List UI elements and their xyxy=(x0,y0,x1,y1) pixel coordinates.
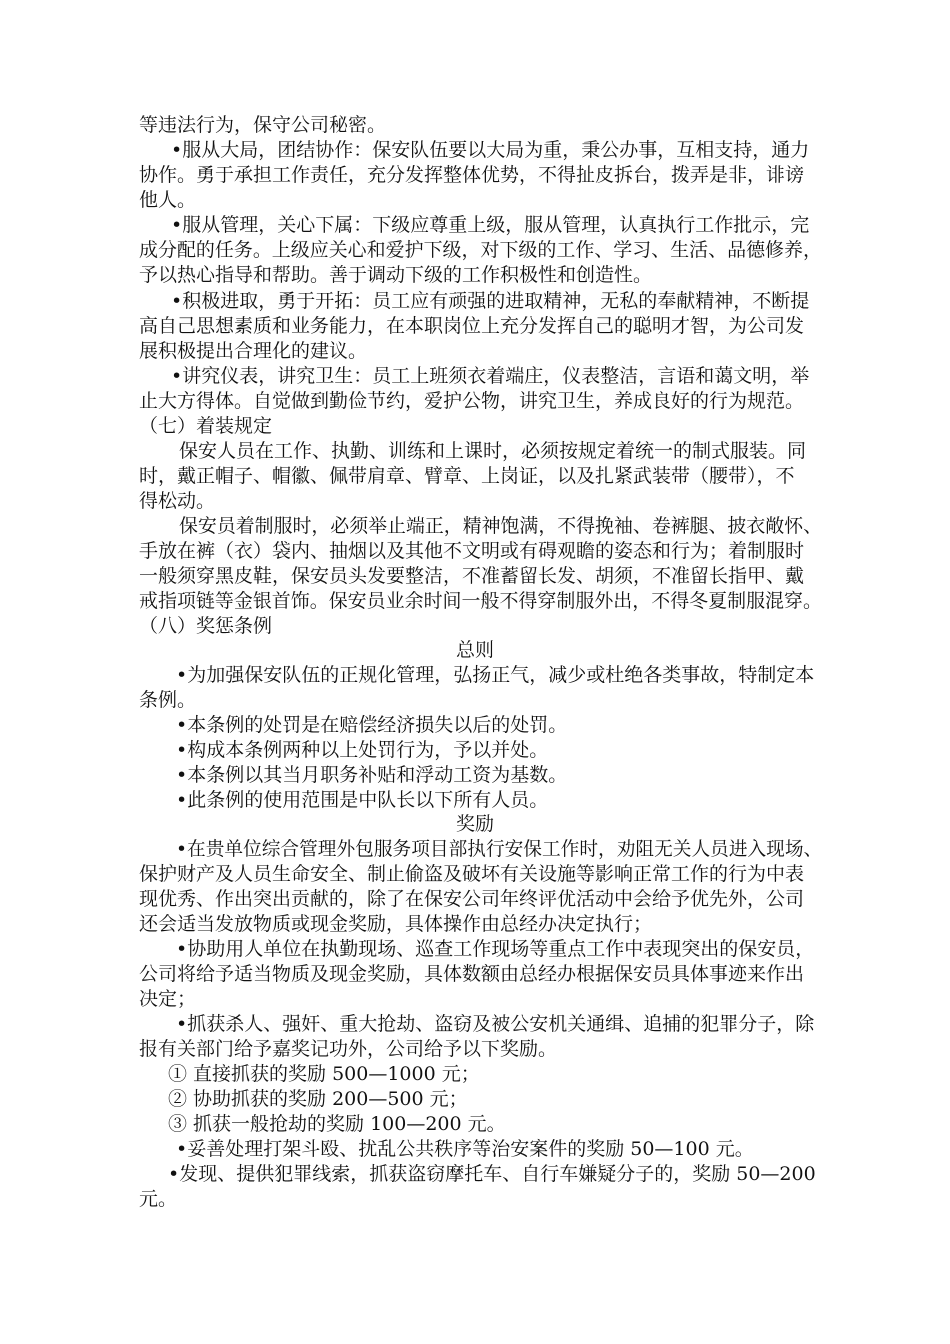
bullet-line: •构成本条例两种以上处罚行为，予以并处。 xyxy=(176,739,549,761)
numbered-item: ③ 抓获一般抢劫的奖励 100—200 元。 xyxy=(168,1113,506,1135)
bullet-line: •协助用人单位在执勤现场、巡查工作现场等重点工作中表现突出的保安员， xyxy=(176,938,815,960)
text-line: 条例。 xyxy=(139,689,197,711)
text-line: 元。 xyxy=(139,1188,178,1210)
bullet-line: •在贵单位综合管理外包服务项目部执行安保工作时，劝阻无关人员进入现场、 xyxy=(176,838,823,860)
section-heading: （七）着装规定 xyxy=(139,415,273,437)
bullet-line: •发现、提供犯罪线索，抓获盗窃摩托车、自行车嫌疑分子的，奖励 50—200 xyxy=(168,1163,816,1185)
text-line: 一般须穿黑皮鞋，保安员头发要整洁，不准蓄留长发、胡须，不准留长指甲、戴 xyxy=(139,565,805,587)
bullet-line: •为加强保安队伍的正规化管理，弘扬正气，减少或杜绝各类事故，特制定本 xyxy=(176,664,815,686)
text-line: 予以热心指导和帮助。善于调动下级的工作积极性和创造性。 xyxy=(139,264,653,286)
text-line: 止大方得体。自觉做到勤俭节约，爱护公物，讲究卫生，养成良好的行为规范。 xyxy=(139,390,805,412)
text-line: 决定； xyxy=(139,988,197,1010)
paragraph-line: 保安人员在工作、执勤、训练和上课时，必须按规定着统一的制式服装。同 xyxy=(179,440,807,462)
section-heading: （八）奖惩条例 xyxy=(139,615,273,637)
text-line: 得松动。 xyxy=(139,490,216,512)
text-line: 协作。勇于承担工作责任，充分发挥整体优势，不得扯皮拆台，拨弄是非，诽谤 xyxy=(139,164,805,186)
subheading-general: 总则 xyxy=(456,639,495,661)
numbered-item: ① 直接抓获的奖励 500—1000 元； xyxy=(168,1063,480,1085)
bullet-line: •讲究仪表，讲究卫生：员工上班须衣着端庄，仪表整洁，言语和蔼文明，举 xyxy=(171,365,810,387)
text-line: 现优秀、作出突出贡献的，除了在保安公司年终评优活动中会给予优先外，公司 xyxy=(139,888,805,910)
text-line: 等违法行为，保守公司秘密。 xyxy=(139,114,387,136)
text-line: 高自己思想素质和业务能力，在本职岗位上充分发挥自己的聪明才智，为公司发 xyxy=(139,315,805,337)
bullet-line: •妥善处理打架斗殴、扰乱公共秩序等治安案件的奖励 50—100 元。 xyxy=(176,1138,754,1160)
text-line: 成分配的任务。上级应关心和爱护下级，对下级的工作、学习、生活、品德修养， xyxy=(139,239,822,261)
text-line: 他人。 xyxy=(139,189,197,211)
bullet-line: •积极进取，勇于开拓：员工应有顽强的进取精神，无私的奉献精神，不断提 xyxy=(171,290,810,312)
numbered-item: ② 协助抓获的奖励 200—500 元； xyxy=(168,1088,468,1110)
paragraph-line: 保安员着制服时，必须举止端正，精神饱满，不得挽袖、卷裤腿、披衣敞怀、 xyxy=(179,515,823,537)
bullet-line: •本条例以其当月职务补贴和浮动工资为基数。 xyxy=(176,764,568,786)
bullet-line: •本条例的处罚是在赔偿经济损失以后的处罚。 xyxy=(176,714,568,736)
text-line: 时，戴正帽子、帽徽、佩带肩章、臂章、上岗证，以及扎紧武装带（腰带），不 xyxy=(139,465,795,487)
text-line: 戒指项链等金银首饰。保安员业余时间一般不得穿制服外出，不得冬夏制服混穿。 xyxy=(139,590,822,612)
text-line: 手放在裤（衣）袋内、抽烟以及其他不文明或有碍观瞻的姿态和行为；着制服时 xyxy=(139,540,805,562)
subheading-rewards: 奖励 xyxy=(456,813,495,835)
bullet-line: •服从大局，团结协作：保安队伍要以大局为重，秉公办事，互相支持，通力 xyxy=(171,139,810,161)
bullet-line: •抓获杀人、强奸、重大抢劫、盗窃及被公安机关通缉、追捕的犯罪分子，除 xyxy=(176,1013,815,1035)
text-line: 保护财产及人员生命安全、制止偷盗及破坏有关设施等影响正常工作的行为中表 xyxy=(139,863,805,885)
bullet-line: •此条例的使用范围是中队长以下所有人员。 xyxy=(176,789,549,811)
text-line: 展积极提出合理化的建议。 xyxy=(139,340,368,362)
text-line: 还会适当发放物质或现金奖励，具体操作由总经办决定执行； xyxy=(139,913,653,935)
text-line: 报有关部门给予嘉奖记功外，公司给予以下奖励。 xyxy=(139,1038,558,1060)
text-line: 公司将给予适当物质及现金奖励，具体数额由总经办根据保安员具体事迹来作出 xyxy=(139,963,805,985)
bullet-line: •服从管理，关心下属：下级应尊重上级，服从管理，认真执行工作批示，完 xyxy=(171,214,810,236)
